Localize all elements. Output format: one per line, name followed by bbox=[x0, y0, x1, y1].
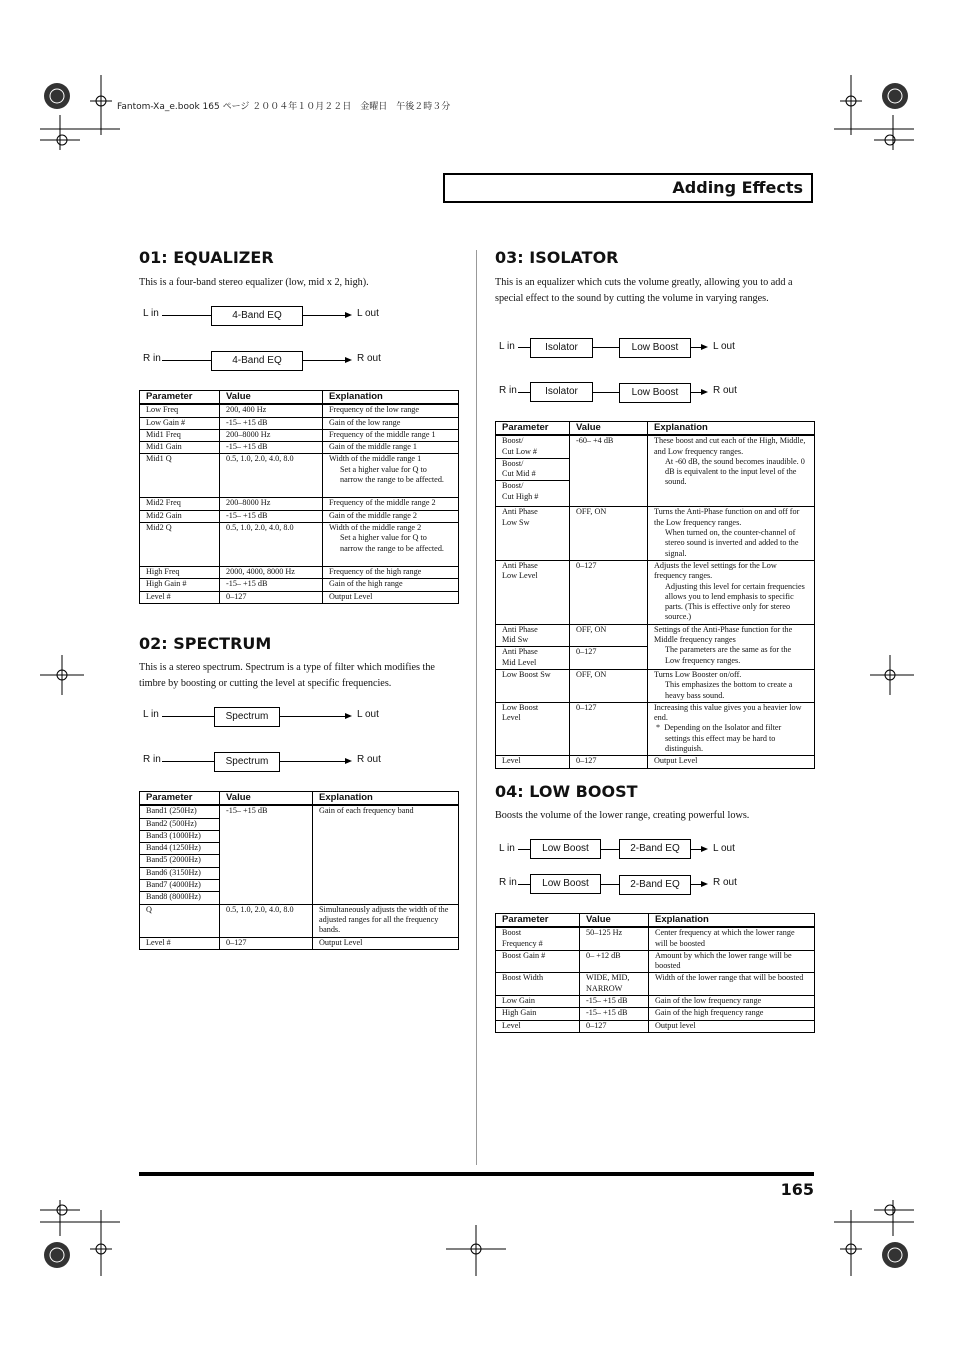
col-explanation: Explanation bbox=[313, 792, 459, 806]
isolator-box-l: Isolator bbox=[530, 338, 593, 358]
table-row: Boost Width WIDE, MID, NARROW Width of the lower range that will be boosted bbox=[496, 973, 815, 996]
table-row: Band2 (500Hz) bbox=[140, 818, 459, 830]
col-value: Value bbox=[220, 792, 313, 806]
lowboost-section bbox=[495, 782, 638, 801]
table-row: High Freq 2000, 4000, 8000 Hz Frequency of the high range bbox=[140, 567, 459, 579]
equalizer-table bbox=[139, 390, 459, 604]
table-row: Level 0–127 Output Level bbox=[496, 756, 815, 768]
col-value: Value bbox=[220, 391, 323, 405]
isolator-table bbox=[495, 421, 815, 769]
l-in-label: L in bbox=[499, 341, 515, 352]
col-parameter: Parameter bbox=[140, 391, 220, 405]
table-row: Mid1 Freq 200–8000 Hz Frequency of the middle range 1 bbox=[140, 429, 459, 441]
equalizer-diagram bbox=[139, 300, 469, 375]
lowboost-diagram bbox=[495, 834, 815, 904]
col-explanation: Explanation bbox=[648, 422, 815, 436]
spectrum-title: 02: SPECTRUM bbox=[139, 634, 272, 653]
isolator-section bbox=[495, 248, 618, 267]
r-out-label: R out bbox=[357, 754, 381, 765]
lowboost-title: 04: LOW BOOST bbox=[495, 782, 638, 801]
table-row: Band1 (250Hz) -15– +15 dB Gain of each frequency band bbox=[140, 805, 459, 818]
isolator-description: This is an equalizer which cuts the volume greatly, allowing you to add a special effect to the sound by cutting the volume in varying ranges. bbox=[495, 277, 793, 304]
two-band-eq-box-l: 2-Band EQ bbox=[619, 839, 691, 859]
table-row: Mid2 Gain -15– +15 dB Gain of the middle range 2 bbox=[140, 510, 459, 522]
r-in-label: R in bbox=[499, 877, 517, 888]
table-row: Level # 0–127 Output Level bbox=[140, 937, 459, 949]
table-row: Anti Phase Low Level 0–127 Adjusts the level settings for the Low frequency ranges. Adjusting this level for certain frequencies allows you to lend emphasis to specific parts. (This is effective only for stereo source.) bbox=[496, 560, 815, 624]
spectrum-box-l: Spectrum bbox=[214, 707, 280, 727]
table-row: Band7 (4000Hz) bbox=[140, 880, 459, 892]
table-row: Level # 0–127 Output Level bbox=[140, 591, 459, 603]
table-row: Mid2 Q 0.5, 1.0, 2.0, 4.0, 8.0 Width of the middle range 2 Set a higher value for Q to narrow the range to be affected. bbox=[140, 523, 459, 567]
equalizer-title: 01: EQUALIZER bbox=[139, 248, 274, 267]
equalizer-section bbox=[139, 248, 274, 267]
table-row: Boost/ Cut High # bbox=[496, 481, 815, 507]
spectrum-diagram bbox=[139, 700, 469, 775]
table-row: Low Gain -15– +15 dB Gain of the low frequency range bbox=[496, 996, 815, 1008]
r-in-label: R in bbox=[499, 385, 517, 396]
l-in-label: L in bbox=[143, 308, 159, 319]
table-row: Level 0–127 Output level bbox=[496, 1020, 815, 1032]
col-parameter: Parameter bbox=[496, 422, 570, 436]
table-row: Mid1 Gain -15– +15 dB Gain of the middle range 1 bbox=[140, 442, 459, 454]
table-row: Boost Gain # 0– +12 dB Amount by which the lower range will be boosted bbox=[496, 950, 815, 973]
table-row: Low Boost Sw OFF, ON Turns Low Booster on/off. This emphasizes the bottom to create a heavy bass sound. bbox=[496, 669, 815, 702]
col-explanation: Explanation bbox=[649, 914, 815, 928]
table-row: Boost/ Cut Low # -60– +4 dB These boost and cut each of the High, Middle, and Low frequency ranges. At -60 dB, the sound becomes inaudible. 0 dB is equivalent to the input level of the sound. bbox=[496, 435, 815, 458]
table-row: Anti Phase Mid Level 0–127 bbox=[496, 647, 815, 670]
r-out-label: R out bbox=[713, 877, 737, 888]
col-value: Value bbox=[570, 422, 648, 436]
spectrum-section bbox=[139, 634, 271, 653]
table-row: Low Boost Level 0–127 Increasing this value gives you a heavier low end. * Depending on the Isolator and filter settings this effect may be hard to distinguish. bbox=[496, 702, 815, 755]
table-row: Band6 (3150Hz) bbox=[140, 867, 459, 879]
table-row: Mid2 Freq 200–8000 Hz Frequency of the middle range 2 bbox=[140, 498, 459, 510]
l-in-label: L in bbox=[499, 843, 515, 854]
lowboost-table bbox=[495, 913, 815, 1033]
table-row: Low Freq 200, 400 Hz Frequency of the low range bbox=[140, 404, 459, 417]
section-header-box bbox=[443, 173, 813, 203]
table-row: Band3 (1000Hz) bbox=[140, 830, 459, 842]
table-row: Band8 (8000Hz) bbox=[140, 892, 459, 904]
col-parameter: Parameter bbox=[140, 792, 220, 806]
table-row: High Gain # -15– +15 dB Gain of the high range bbox=[140, 579, 459, 591]
isolator-diagram bbox=[495, 332, 815, 407]
col-value: Value bbox=[580, 914, 649, 928]
l-in-label: L in bbox=[143, 709, 159, 720]
table-row: Band4 (1250Hz) bbox=[140, 843, 459, 855]
table-row: Boost/ Cut Mid # bbox=[496, 458, 815, 481]
equalizer-description: This is a four-band stereo equalizer (low, mid x 2, high). bbox=[139, 277, 369, 288]
spectrum-table bbox=[139, 791, 459, 950]
column-divider bbox=[476, 250, 477, 1165]
low-boost-box-r: Low Boost bbox=[619, 383, 691, 403]
spectrum-box-r: Spectrum bbox=[214, 752, 280, 772]
table-row: Band5 (2000Hz) bbox=[140, 855, 459, 867]
file-info: Fantom-Xa_e.book 165 ページ ２００４年１０月２２日 金曜日 午後２時３分 bbox=[117, 102, 451, 112]
eq-box-l: 4-Band EQ bbox=[211, 306, 303, 326]
table-row: Low Gain # -15– +15 dB Gain of the low range bbox=[140, 417, 459, 429]
lowboost-description: Boosts the volume of the lower range, creating powerful lows. bbox=[495, 810, 750, 821]
table-row: Boost Frequency # 50–125 Hz Center frequency at which the lower range will be boosted bbox=[496, 927, 815, 950]
col-explanation: Explanation bbox=[323, 391, 459, 405]
table-row: Anti Phase Mid Sw OFF, ON Settings of the Anti-Phase function for the Middle frequency ranges The parameters are the same as for the Low frequency ranges. bbox=[496, 624, 815, 647]
table-row: Anti Phase Low Sw OFF, ON Turns the Anti-Phase function on and off for the Low frequency ranges. When turned on, the counter-channel of stereo sound is inverted and added to the signal. bbox=[496, 507, 815, 560]
col-parameter: Parameter bbox=[496, 914, 580, 928]
low-boost-box-l: Low Boost bbox=[530, 839, 601, 859]
footer-rule bbox=[139, 1172, 814, 1176]
l-out-label: L out bbox=[357, 308, 379, 319]
r-out-label: R out bbox=[357, 353, 381, 364]
table-row: Mid1 Q 0.5, 1.0, 2.0, 4.0, 8.0 Width of the middle range 1 Set a higher value for Q to narrow the range to be affected. bbox=[140, 454, 459, 498]
table-row: High Gain -15– +15 dB Gain of the high frequency range bbox=[496, 1008, 815, 1020]
low-boost-box-r: Low Boost bbox=[530, 874, 601, 894]
l-out-label: L out bbox=[713, 843, 735, 854]
table-row: Q 0.5, 1.0, 2.0, 4.0, 8.0 Simultaneously adjusts the width of the adjusted ranges for all the frequency bands. bbox=[140, 904, 459, 937]
low-boost-box-l: Low Boost bbox=[619, 338, 691, 358]
l-out-label: L out bbox=[713, 341, 735, 352]
r-out-label: R out bbox=[713, 385, 737, 396]
l-out-label: L out bbox=[357, 709, 379, 720]
spectrum-description: This is a stereo spectrum. Spectrum is a type of filter which modifies the timbre by boosting or cutting the level at specific frequencies. bbox=[139, 662, 435, 689]
r-in-label: R in bbox=[143, 754, 161, 765]
eq-box-r: 4-Band EQ bbox=[211, 351, 303, 371]
section-title: Adding Effects bbox=[672, 178, 803, 197]
page-number: 165 bbox=[780, 1180, 814, 1199]
r-in-label: R in bbox=[143, 353, 161, 364]
isolator-box-r: Isolator bbox=[530, 382, 593, 402]
isolator-title: 03: ISOLATOR bbox=[495, 248, 619, 267]
two-band-eq-box-r: 2-Band EQ bbox=[619, 875, 691, 895]
